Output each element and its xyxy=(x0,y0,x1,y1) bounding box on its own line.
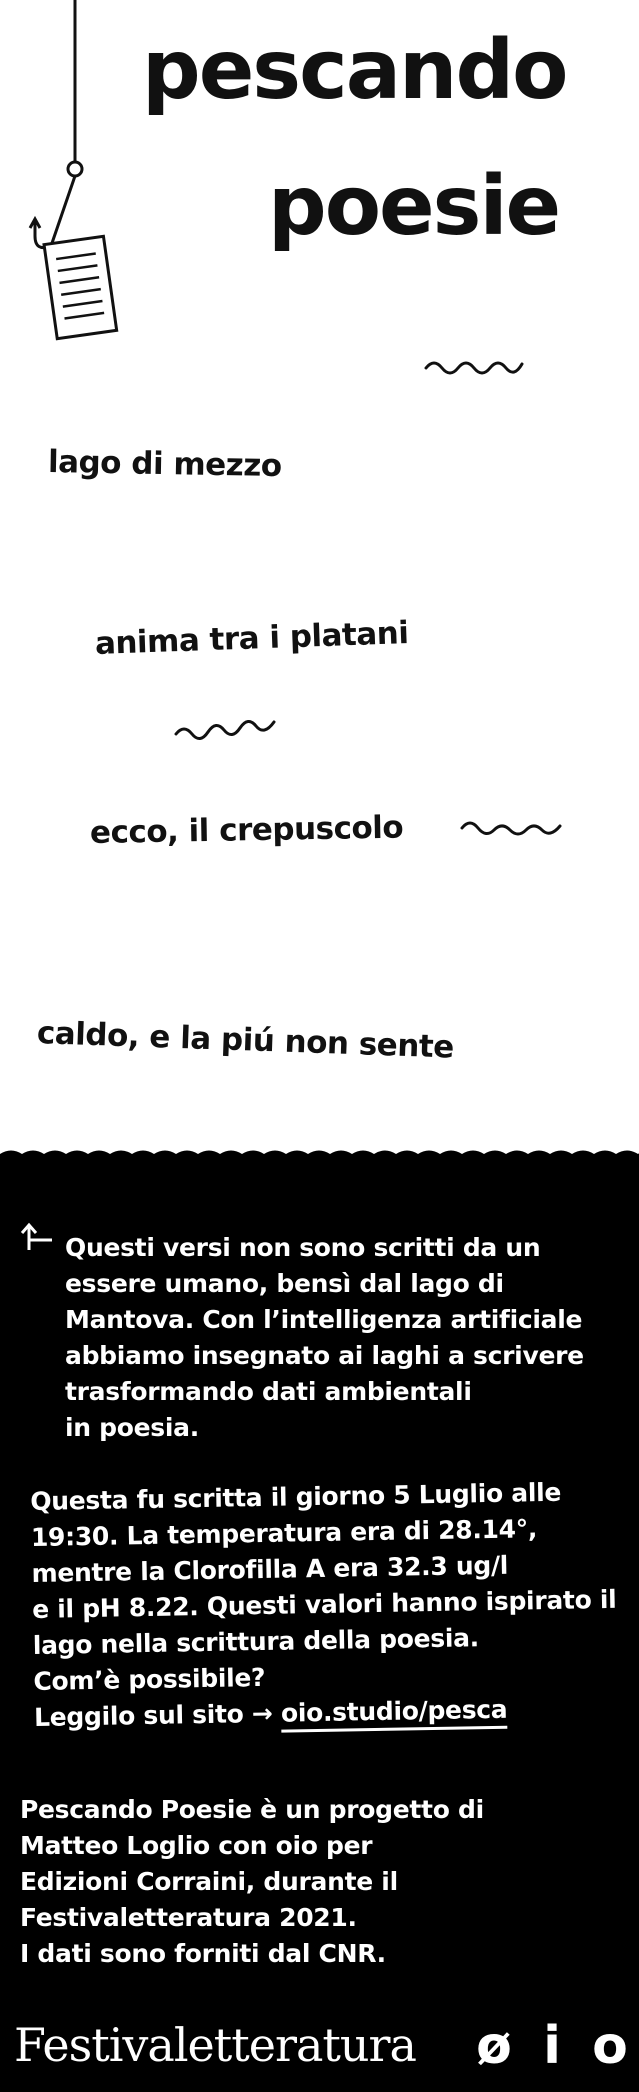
data-line: Com’è possibile? xyxy=(33,1662,266,1696)
data-line: mentre la Clorofilla A era 32.3 ug/l xyxy=(31,1550,509,1588)
data-line: lago nella scrittura della poesia. xyxy=(32,1623,480,1660)
read-more-prefix: Leggilo sul sito → xyxy=(33,1698,282,1732)
poem-line-3: ecco, il crepuscolo xyxy=(89,809,404,851)
credits-paragraph xyxy=(20,1792,484,1972)
wave-squiggle-icon xyxy=(424,356,528,376)
oio-logo-letter: i xyxy=(543,2016,563,2076)
page-title-line1: pescando xyxy=(142,23,567,118)
intro-line: abbiamo insegnato ai laghi a scrivere xyxy=(65,1341,584,1370)
intro-line: essere umano, bensì dal lago di xyxy=(65,1269,504,1298)
credit-line: Edizioni Corraini, durante il xyxy=(20,1867,398,1896)
credit-line: Pescando Poesie è un progetto di xyxy=(20,1795,484,1824)
credit-line: Festivaletteratura 2021. xyxy=(20,1903,357,1932)
page-title-line2: poesie xyxy=(268,159,560,254)
intro-line: Mantova. Con l’intelligenza artificiale xyxy=(65,1305,583,1334)
credit-line: Matteo Loglio con oio per xyxy=(20,1831,373,1860)
credit-line: I dati sono forniti dal CNR. xyxy=(20,1939,386,1968)
intro-line: in poesia. xyxy=(65,1413,199,1442)
data-paragraph xyxy=(30,1474,619,1736)
data-line: 19:30. La temperatura era di 28.14°, xyxy=(30,1514,538,1552)
return-up-arrow-icon xyxy=(20,1220,54,1254)
poem-line-2: anima tra i platani xyxy=(94,615,409,662)
oio-logo-letter: ø xyxy=(476,2016,514,2076)
festivaletteratura-logo: Festivaletteratura xyxy=(14,2018,416,2072)
oio-logo-letter: o xyxy=(592,2016,630,2076)
intro-paragraph xyxy=(65,1230,584,1446)
wave-squiggle-icon xyxy=(174,718,278,742)
intro-line: Questi versi non sono scritti da un xyxy=(65,1233,541,1262)
oio-logo xyxy=(466,2016,639,2076)
site-link[interactable]: oio.studio/pesca xyxy=(281,1695,508,1733)
poem-line-1: lago di mezzo xyxy=(47,444,282,485)
wave-squiggle-icon xyxy=(460,820,564,840)
data-line: Questa fu scritta il giorno 5 Luglio alle xyxy=(30,1477,562,1516)
intro-line: trasformando dati ambientali xyxy=(65,1377,472,1406)
poem-line-4: caldo, e la piú non sente xyxy=(36,1015,455,1066)
fishing-hook-poem-icon xyxy=(25,0,125,345)
data-line: e il pH 8.22. Questi valori hanno ispirato il xyxy=(31,1584,617,1624)
